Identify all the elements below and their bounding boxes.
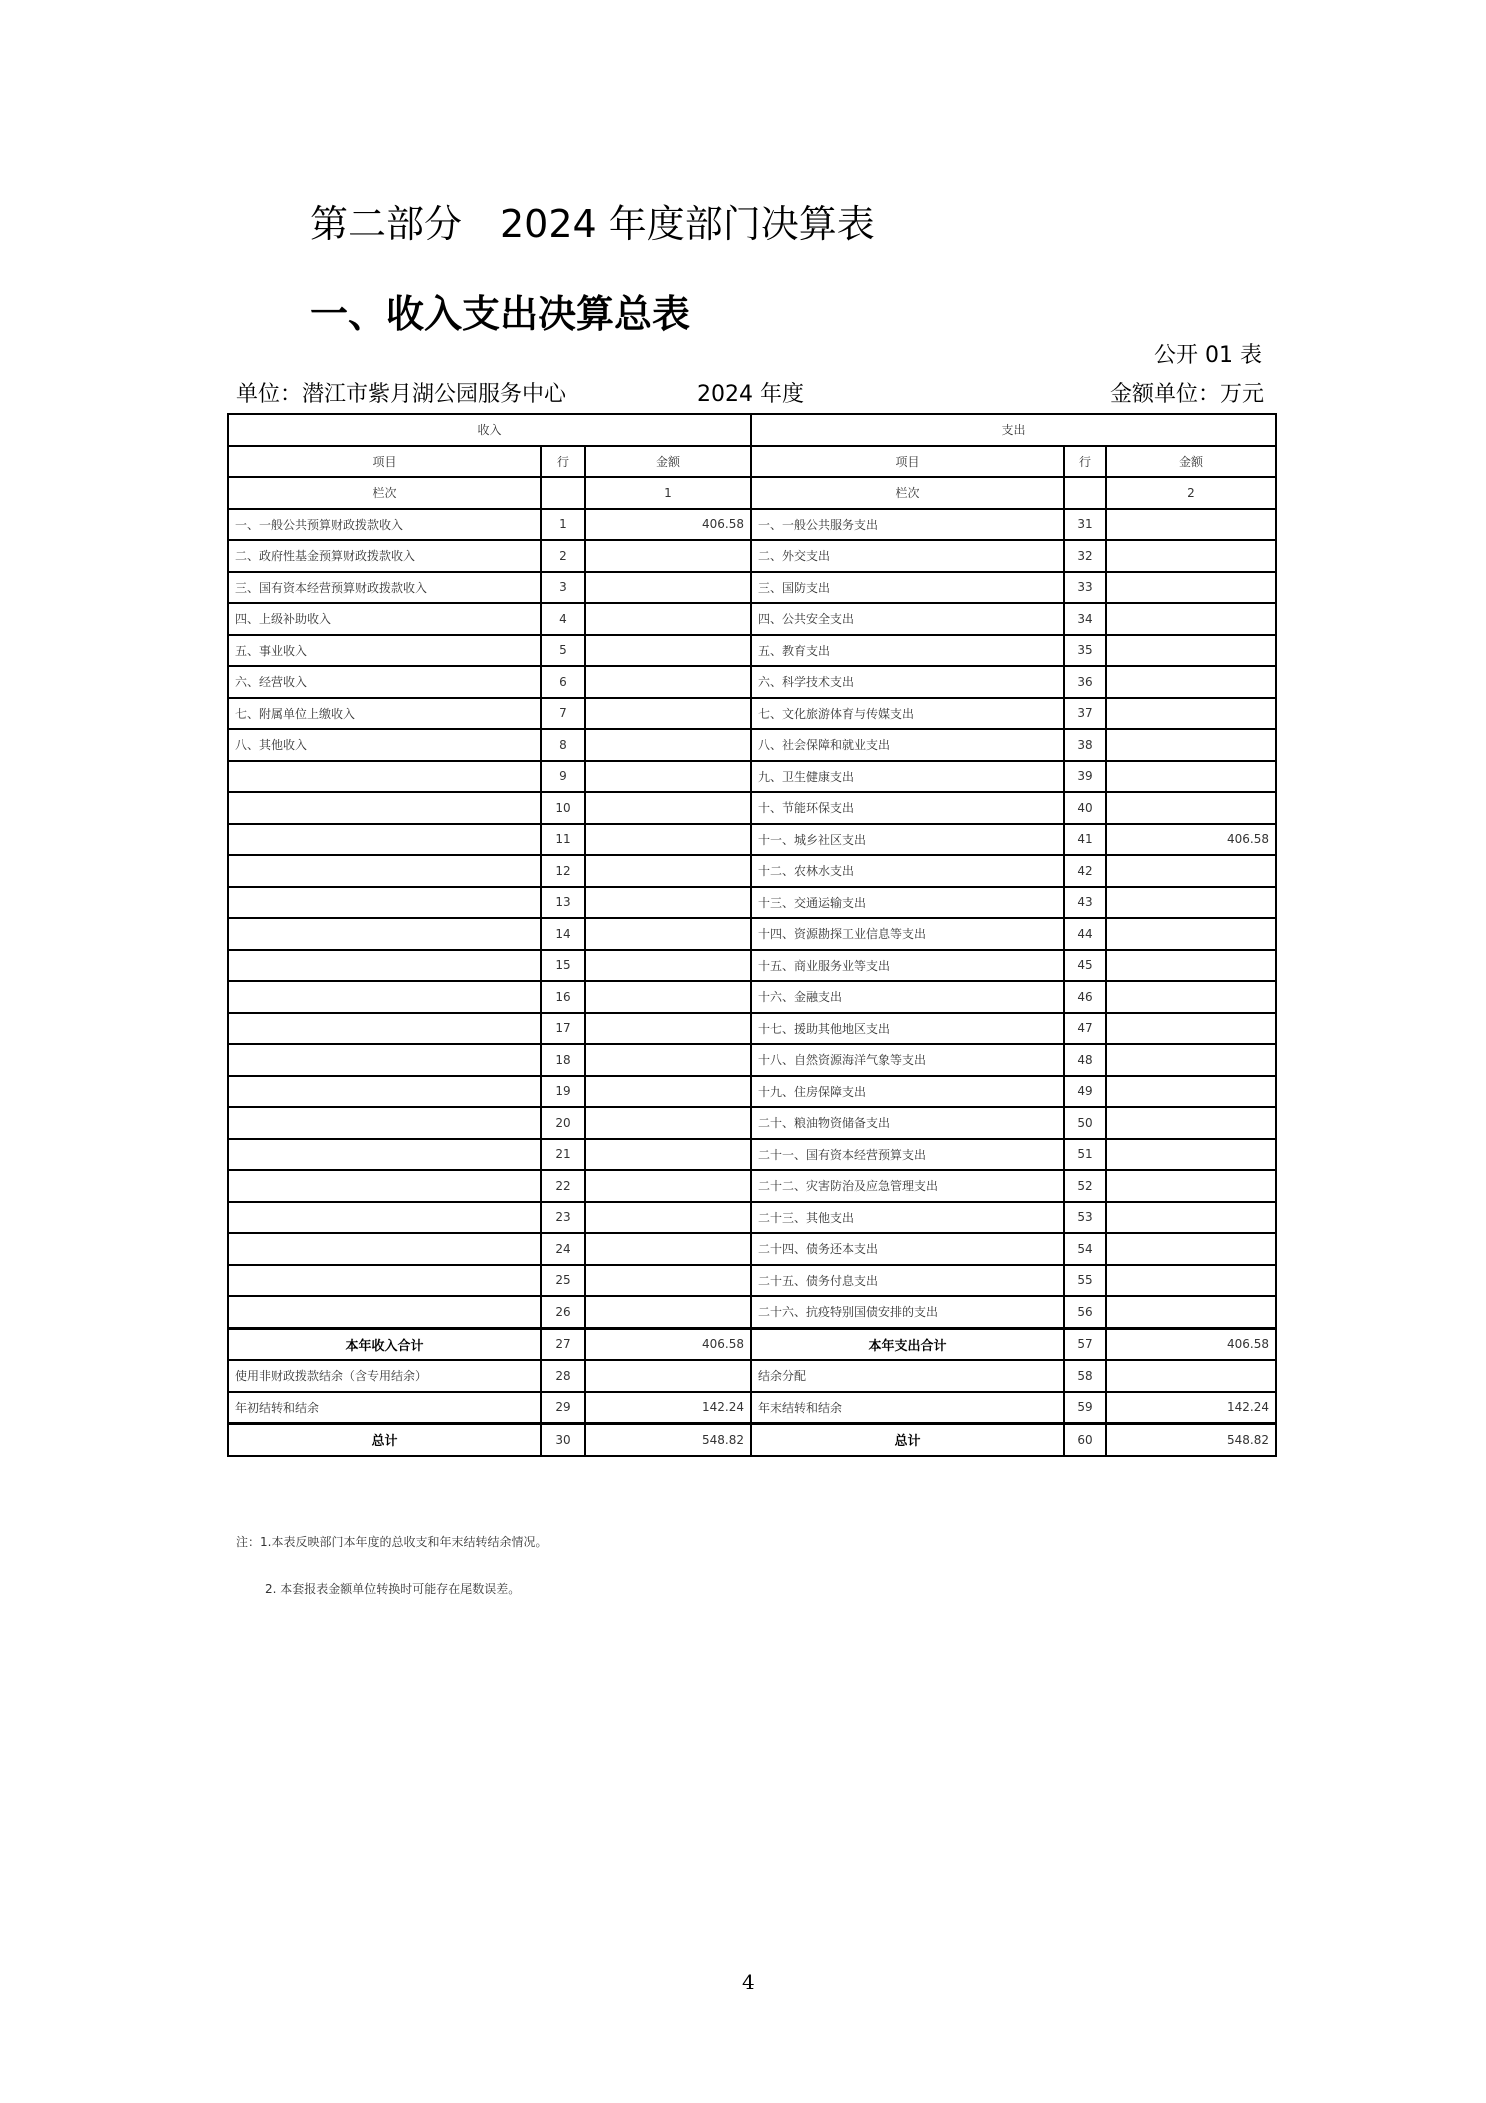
expense-col-no: 2: [1106, 477, 1276, 509]
expense-item: 九、卫生健康支出: [751, 761, 1064, 793]
income-row-no: 28: [541, 1360, 585, 1392]
expense-amount: [1106, 666, 1276, 698]
table-row: [228, 1360, 1276, 1392]
col-order: 栏次: [751, 477, 1064, 509]
expense-item: 十五、商业服务业等支出: [751, 950, 1064, 982]
page-number: 4: [742, 1970, 755, 1994]
table-row: [228, 1392, 1276, 1424]
income-row-no: 18: [541, 1044, 585, 1076]
table-row: [228, 950, 1276, 982]
expense-item: 十三、交通运输支出: [751, 887, 1064, 919]
expense-item: 十、节能环保支出: [751, 792, 1064, 824]
table-row: [228, 540, 1276, 572]
income-header: 收入: [228, 414, 751, 446]
income-amount: 406.58: [585, 1328, 751, 1360]
income-row-no: 27: [541, 1328, 585, 1360]
income-row-no: 9: [541, 761, 585, 793]
income-item: [228, 1107, 541, 1139]
income-row-no: 25: [541, 1265, 585, 1297]
income-row-no: 21: [541, 1139, 585, 1171]
expense-item: 十一、城乡社区支出: [751, 824, 1064, 856]
section-header-row: [228, 414, 1276, 446]
income-amount: [585, 698, 751, 730]
income-item: 一、一般公共预算财政拨款收入: [228, 509, 541, 541]
income-amount: [585, 729, 751, 761]
form-number: 公开 01 表: [1154, 343, 1262, 368]
expense-amount: [1106, 540, 1276, 572]
income-row-no: 11: [541, 824, 585, 856]
col-row: 行: [1064, 446, 1106, 478]
income-item: [228, 1296, 541, 1328]
income-item: [228, 1233, 541, 1265]
income-item: [228, 1139, 541, 1171]
expense-item: 十六、金融支出: [751, 981, 1064, 1013]
table-row: [228, 729, 1276, 761]
income-item: 六、经营收入: [228, 666, 541, 698]
income-row-no: 1: [541, 509, 585, 541]
table-row: [228, 981, 1276, 1013]
income-item: [228, 1170, 541, 1202]
expense-amount: [1106, 698, 1276, 730]
income-row-no: 3: [541, 572, 585, 604]
income-item: [228, 887, 541, 919]
expense-amount: [1106, 887, 1276, 919]
expense-amount: [1106, 572, 1276, 604]
expense-item: 三、国防支出: [751, 572, 1064, 604]
expense-row-no: 48: [1064, 1044, 1106, 1076]
income-amount: [585, 603, 751, 635]
income-item: [228, 950, 541, 982]
income-item: 七、附属单位上缴收入: [228, 698, 541, 730]
expense-amount: [1106, 1265, 1276, 1297]
expense-row-no: 53: [1064, 1202, 1106, 1234]
empty-cell: [1064, 477, 1106, 509]
expense-row-no: 34: [1064, 603, 1106, 635]
expense-item: 七、文化旅游体育与传媒支出: [751, 698, 1064, 730]
expense-row-no: 52: [1064, 1170, 1106, 1202]
income-amount: 406.58: [585, 509, 751, 541]
expense-item: 四、公共安全支出: [751, 603, 1064, 635]
table-row: [228, 1170, 1276, 1202]
income-row-no: 10: [541, 792, 585, 824]
income-row-no: 4: [541, 603, 585, 635]
income-amount: [585, 635, 751, 667]
expense-row-no: 46: [1064, 981, 1106, 1013]
income-amount: [585, 666, 751, 698]
income-amount: [585, 792, 751, 824]
income-amount: [585, 1202, 751, 1234]
income-row-no: 22: [541, 1170, 585, 1202]
table-row: [228, 572, 1276, 604]
income-amount: 548.82: [585, 1424, 751, 1456]
expense-row-no: 35: [1064, 635, 1106, 667]
expense-amount: [1106, 761, 1276, 793]
income-amount: 142.24: [585, 1392, 751, 1424]
expense-row-no: 49: [1064, 1076, 1106, 1108]
income-amount: [585, 887, 751, 919]
income-row-no: 26: [541, 1296, 585, 1328]
income-amount: [585, 918, 751, 950]
expense-item: 十四、资源勘探工业信息等支出: [751, 918, 1064, 950]
income-item: 本年收入合计: [228, 1328, 541, 1360]
income-amount: [585, 1139, 751, 1171]
expense-item: 二十五、债务付息支出: [751, 1265, 1064, 1297]
income-row-no: 17: [541, 1013, 585, 1045]
expense-item: 二十六、抗疫特别国债安排的支出: [751, 1296, 1064, 1328]
col-amount: 金额: [585, 446, 751, 478]
income-item: 使用非财政拨款结余（含专用结余）: [228, 1360, 541, 1392]
col-order: 栏次: [228, 477, 541, 509]
income-amount: [585, 1044, 751, 1076]
table-row: [228, 1013, 1276, 1045]
column-header-row: [228, 446, 1276, 478]
expense-item: 二十一、国有资本经营预算支出: [751, 1139, 1064, 1171]
income-row-no: 30: [541, 1424, 585, 1456]
year-label: 2024 年度: [697, 382, 804, 407]
income-item: [228, 792, 541, 824]
expense-item: 十二、农林水支出: [751, 855, 1064, 887]
expense-item: 十九、住房保障支出: [751, 1076, 1064, 1108]
expense-row-no: 55: [1064, 1265, 1106, 1297]
table-row: [228, 698, 1276, 730]
table-row: [228, 603, 1276, 635]
income-amount: [585, 1265, 751, 1297]
table-row: [228, 887, 1276, 919]
expense-amount: [1106, 1044, 1276, 1076]
income-amount: [585, 1233, 751, 1265]
income-item: 年初结转和结余: [228, 1392, 541, 1424]
expense-row-no: 42: [1064, 855, 1106, 887]
income-amount: [585, 1107, 751, 1139]
page-title: 第二部分 2024 年度部门决算表: [310, 202, 875, 246]
income-item: [228, 1076, 541, 1108]
income-item: [228, 1044, 541, 1076]
col-item: 项目: [228, 446, 541, 478]
table-row: [228, 824, 1276, 856]
table-row: [228, 1265, 1276, 1297]
income-row-no: 19: [541, 1076, 585, 1108]
expense-item: 五、教育支出: [751, 635, 1064, 667]
income-row-no: 15: [541, 950, 585, 982]
expense-row-no: 59: [1064, 1392, 1106, 1424]
income-item: 五、事业收入: [228, 635, 541, 667]
expense-row-no: 57: [1064, 1328, 1106, 1360]
expense-row-no: 60: [1064, 1424, 1106, 1456]
table-row: [228, 1044, 1276, 1076]
expense-amount: 406.58: [1106, 1328, 1276, 1360]
income-amount: [585, 1360, 751, 1392]
table-row: [228, 1328, 1276, 1360]
expense-item: 结余分配: [751, 1360, 1064, 1392]
expense-row-no: 51: [1064, 1139, 1106, 1171]
expense-amount: [1106, 1202, 1276, 1234]
expense-row-no: 54: [1064, 1233, 1106, 1265]
expense-item: 年末结转和结余: [751, 1392, 1064, 1424]
expense-amount: [1106, 1360, 1276, 1392]
income-amount: [585, 572, 751, 604]
money-unit-label: 金额单位：万元: [1109, 382, 1264, 407]
expense-item: 一、一般公共服务支出: [751, 509, 1064, 541]
income-item: 三、国有资本经营预算财政拨款收入: [228, 572, 541, 604]
income-item: [228, 1202, 541, 1234]
income-item: 四、上级补助收入: [228, 603, 541, 635]
note-1: 注：1.本表反映部门本年度的总收支和年末结转结余情况。: [236, 1535, 548, 1549]
expense-amount: [1106, 509, 1276, 541]
table-row: [228, 509, 1276, 541]
income-row-no: 7: [541, 698, 585, 730]
income-row-no: 20: [541, 1107, 585, 1139]
expense-row-no: 43: [1064, 887, 1106, 919]
income-row-no: 2: [541, 540, 585, 572]
income-amount: [585, 761, 751, 793]
expense-item: 十八、自然资源海洋气象等支出: [751, 1044, 1064, 1076]
empty-cell: [541, 477, 585, 509]
table-row: [228, 1202, 1276, 1234]
expense-item: 二十、粮油物资储备支出: [751, 1107, 1064, 1139]
income-item: [228, 981, 541, 1013]
income-item: 总计: [228, 1424, 541, 1456]
expense-amount: 142.24: [1106, 1392, 1276, 1424]
expense-item: 二十四、债务还本支出: [751, 1233, 1064, 1265]
expense-row-no: 38: [1064, 729, 1106, 761]
income-item: [228, 1013, 541, 1045]
income-row-no: 29: [541, 1392, 585, 1424]
table-row: [228, 666, 1276, 698]
expense-row-no: 40: [1064, 792, 1106, 824]
table-row: [228, 792, 1276, 824]
expense-item: 二十二、灾害防治及应急管理支出: [751, 1170, 1064, 1202]
expense-amount: 406.58: [1106, 824, 1276, 856]
income-row-no: 6: [541, 666, 585, 698]
income-row-no: 24: [541, 1233, 585, 1265]
expense-amount: [1106, 635, 1276, 667]
expense-amount: [1106, 855, 1276, 887]
income-amount: [585, 981, 751, 1013]
expense-amount: [1106, 981, 1276, 1013]
income-row-no: 5: [541, 635, 585, 667]
income-row-no: 14: [541, 918, 585, 950]
expense-amount: [1106, 1013, 1276, 1045]
table-row: [228, 1076, 1276, 1108]
expense-row-no: 37: [1064, 698, 1106, 730]
expense-item: 二、外交支出: [751, 540, 1064, 572]
income-item: 二、政府性基金预算财政拨款收入: [228, 540, 541, 572]
expense-amount: [1106, 1296, 1276, 1328]
table-row: [228, 1107, 1276, 1139]
income-amount: [585, 824, 751, 856]
income-row-no: 13: [541, 887, 585, 919]
expense-row-no: 44: [1064, 918, 1106, 950]
income-amount: [585, 540, 751, 572]
expense-amount: [1106, 1233, 1276, 1265]
expense-row-no: 56: [1064, 1296, 1106, 1328]
expense-amount: [1106, 1076, 1276, 1108]
income-amount: [585, 1296, 751, 1328]
expense-row-no: 47: [1064, 1013, 1106, 1045]
expense-amount: [1106, 1107, 1276, 1139]
expense-amount: [1106, 603, 1276, 635]
table-row: [228, 855, 1276, 887]
income-col-no: 1: [585, 477, 751, 509]
col-amount: 金额: [1106, 446, 1276, 478]
column-order-row: [228, 477, 1276, 509]
expense-row-no: 41: [1064, 824, 1106, 856]
expense-item: 八、社会保障和就业支出: [751, 729, 1064, 761]
expense-amount: [1106, 792, 1276, 824]
expense-amount: [1106, 918, 1276, 950]
expense-row-no: 45: [1064, 950, 1106, 982]
expense-item: 二十三、其他支出: [751, 1202, 1064, 1234]
table-row: [228, 1233, 1276, 1265]
income-row-no: 12: [541, 855, 585, 887]
table-row: [228, 918, 1276, 950]
expense-amount: [1106, 1139, 1276, 1171]
table-row: [228, 1139, 1276, 1171]
note-2: 2. 本套报表金额单位转换时可能存在尾数误差。: [265, 1582, 521, 1596]
income-row-no: 8: [541, 729, 585, 761]
income-item: [228, 918, 541, 950]
expense-amount: [1106, 1170, 1276, 1202]
income-item: [228, 1265, 541, 1297]
income-row-no: 23: [541, 1202, 585, 1234]
income-amount: [585, 1170, 751, 1202]
expense-item: 总计: [751, 1424, 1064, 1456]
expense-row-no: 36: [1064, 666, 1106, 698]
income-row-no: 16: [541, 981, 585, 1013]
table-title: 一、收入支出决算总表: [310, 292, 691, 336]
expense-header: 支出: [751, 414, 1276, 446]
table-row: [228, 1424, 1276, 1456]
expense-row-no: 58: [1064, 1360, 1106, 1392]
expense-item: 六、科学技术支出: [751, 666, 1064, 698]
col-item: 项目: [751, 446, 1064, 478]
expense-row-no: 39: [1064, 761, 1106, 793]
expense-row-no: 33: [1064, 572, 1106, 604]
expense-amount: 548.82: [1106, 1424, 1276, 1456]
income-expense-table: [227, 413, 1277, 1457]
expense-row-no: 32: [1064, 540, 1106, 572]
expense-row-no: 31: [1064, 509, 1106, 541]
unit-label: 单位：潜江市紫月湖公园服务中心: [236, 382, 567, 407]
table-row: [228, 761, 1276, 793]
col-row: 行: [541, 446, 585, 478]
table-row: [228, 635, 1276, 667]
income-item: [228, 855, 541, 887]
income-amount: [585, 1013, 751, 1045]
expense-item: 十七、援助其他地区支出: [751, 1013, 1064, 1045]
expense-item: 本年支出合计: [751, 1328, 1064, 1360]
income-amount: [585, 950, 751, 982]
income-amount: [585, 855, 751, 887]
expense-amount: [1106, 950, 1276, 982]
income-item: 八、其他收入: [228, 729, 541, 761]
income-item: [228, 761, 541, 793]
income-item: [228, 824, 541, 856]
expense-row-no: 50: [1064, 1107, 1106, 1139]
income-amount: [585, 1076, 751, 1108]
expense-amount: [1106, 729, 1276, 761]
table-row: [228, 1296, 1276, 1328]
